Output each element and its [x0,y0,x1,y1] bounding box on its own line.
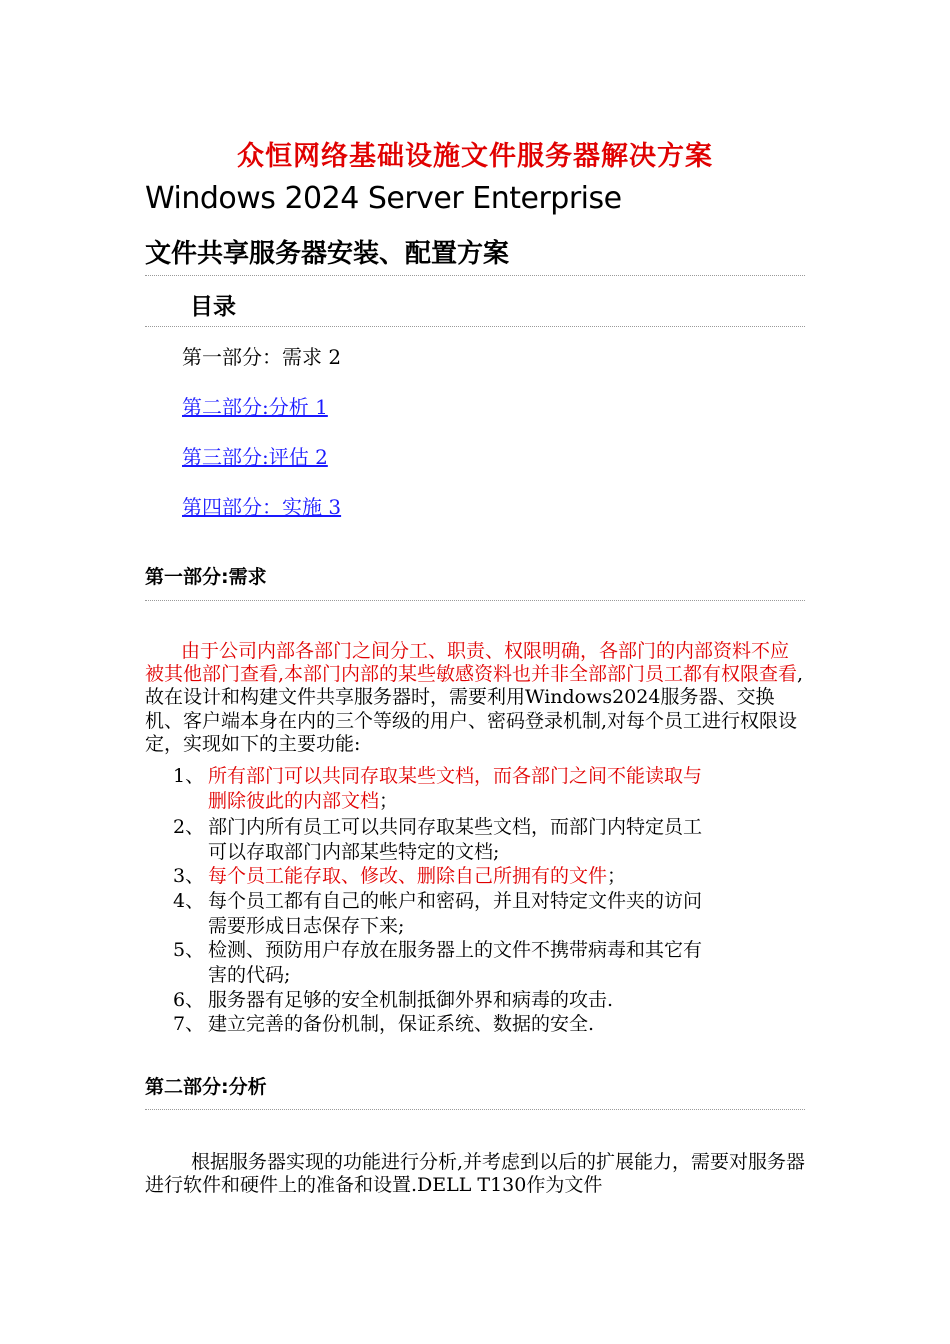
document-page: 众恒网络基础设施文件服务器解决方案 Windows 2024 Server Enterprise 文件共享服务器安装、配置方案 目录 第一部分：需求 2 第二部分:分析 1 第三部分:评估 2 第四部分：实施 3 第一部分:需求 由于公司内部各部门之间分工、职责、权限明确，各部门的内部资料不应被其他部门查看,本部门内部的某些敏感资料也并非全部部门员工都有权限查看,故在设计和构建文件共享服务器时，需要利用Windows2024服务器、交换机、客户端本身在内的三个等级的用户、密码登录机制,对每个员工进行权限设定，实现如下的主要功能: 1、 所有部门可以共同存取某些文档，而各部门之间不能读取与 删除彼此的内部文档； 2、 部门内所有员工可以共同存取某些文档，而部门内特定员工 可以存取部门内部某些特定的文档; 3、 每个员工能存取、修改、删除自己所拥有的文件； 4、 每个员工都有自己的帐户和密码，并且对特定文件夹的访问 需要形成日志保存下来; 5、 检测、预防用户存放在服务器上的文件不携带病毒和其它有 害的代码; 6、 服务器有足够的安全机制抵御外界和病毒的攻击. 7、 建立完善的备份机制，保证系统、数据的安全. 第二部分:分析 根据服务器实现的功能进行分析,并考虑到以后的扩展能力，需要对服务器进行软件和硬件上的准备和设置.DELL T130作为文件 [0,0,950,1344]
document-subtitle-chinese: 文件共享服务器安装、配置方案 [145,239,510,269]
requirements-intro-paragraph [145,640,807,756]
analysis-paragraph: 根据服务器实现的功能进行分析,并考虑到以后的扩展能力，需要对服务器进行软件和硬件上的准备和设置.DELL T130作为文件 [145,1151,806,1197]
intro-highlighted-text: 由于公司内部各部门之间分工、职责、权限明确，各部门的内部资料不应被其他部门查看,本部门内部的某些敏感资料也并非全部部门员工都有权限查看 [145,640,798,686]
divider [145,600,805,601]
divider [145,1109,805,1110]
toc-link-analysis[interactable]: 第二部分:分析 1 [182,395,328,419]
intro-text: ,故在设计和构建文件共享服务器时，需要利用Windows2024服务器、交换机、客户端本身在内的三个等级的用户、密码登录机制,对每个员工进行权限设定，实现如下的主要功能: [145,663,804,755]
toc-link-evaluation[interactable]: 第三部分:评估 2 [182,445,328,469]
document-subtitle-english: Windows 2024 Server Enterprise [145,181,622,216]
toc-link-implementation[interactable]: 第四部分：实施 3 [182,495,342,519]
section-heading-requirements: 第一部分:需求 [145,566,267,588]
toc-item-requirements: 第一部分：需求 2 [182,345,342,369]
section-heading-analysis: 第二部分:分析 [145,1076,267,1098]
document-title: 众恒网络基础设施文件服务器解决方案 [237,141,713,172]
divider [145,326,805,327]
toc-heading: 目录 [190,294,236,320]
divider [145,275,805,276]
